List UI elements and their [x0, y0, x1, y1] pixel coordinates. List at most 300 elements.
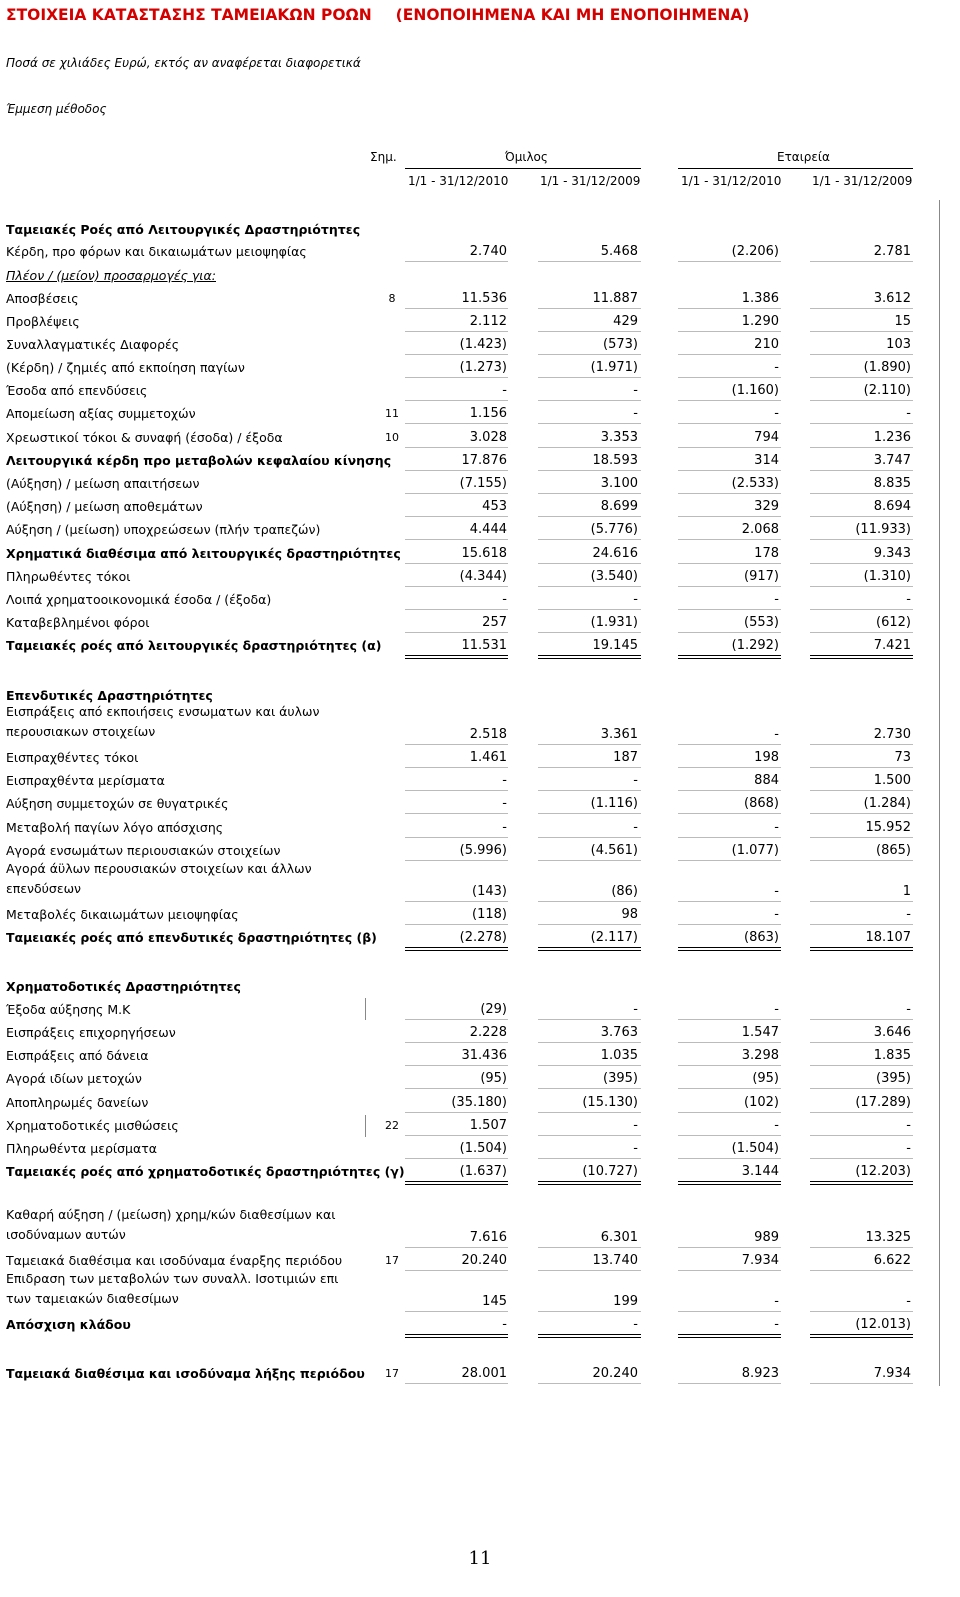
cell-underline: [405, 470, 508, 471]
cell-underline: [405, 837, 508, 838]
cell-underline: [405, 1065, 508, 1066]
note-column-header: Σημ.: [370, 150, 397, 164]
table-row: [0, 240, 960, 262]
row-value: 3.361: [600, 727, 638, 742]
cell-underline: [678, 447, 781, 448]
row-value: (395): [876, 1071, 911, 1086]
row-value: 2.730: [873, 727, 911, 742]
row-value: 314: [754, 453, 779, 468]
cell-underline: [538, 1334, 641, 1335]
cell-underline: [810, 1135, 913, 1136]
row-value: 8.835: [873, 476, 911, 491]
row-value: (15.130): [582, 1095, 638, 1110]
cell-underline: [538, 1019, 641, 1020]
total-row: [0, 634, 960, 656]
row-value: -: [633, 592, 638, 607]
row-value: (29): [480, 1002, 507, 1017]
table-row: [0, 402, 960, 424]
cell-underline: [678, 790, 781, 791]
row-label: (Αύξηση) / μείωση αποθεμάτων: [6, 499, 203, 514]
row-note-ref: 17: [385, 1254, 399, 1267]
row-label: Χρηματοδοτικές Δραστηριότητες: [6, 979, 241, 994]
row-value: 19.145: [592, 638, 638, 653]
row-value: 329: [754, 499, 779, 514]
table-row: [0, 816, 960, 838]
row-value: 2.228: [469, 1025, 507, 1040]
cell-underline: [678, 1247, 781, 1248]
row-value: 1.236: [873, 430, 911, 445]
cell-underline: [405, 632, 508, 633]
cell-underline: [810, 790, 913, 791]
table-row: [0, 792, 960, 814]
cell-underline: [405, 901, 508, 902]
table-row: [0, 356, 960, 378]
row-label: Καταβεβλημένοι φόροι: [6, 615, 150, 630]
row-note-ref: 10: [385, 431, 399, 444]
row-value: -: [633, 383, 638, 398]
cell-underline: [678, 354, 781, 355]
report-title-sub: (ΕΝΟΠΟΙΗΜΕΝΑ ΚΑΙ ΜΗ ΕΝΟΠΟΙΗΜΕΝΑ): [395, 6, 750, 24]
row-value: 187: [613, 750, 638, 765]
table-row: [0, 449, 960, 471]
row-value: (2.533): [731, 476, 779, 491]
cell-underline: [405, 790, 508, 791]
row-value: 18.107: [865, 930, 911, 945]
page-edge-line: [939, 200, 940, 1386]
row-value: (10.727): [582, 1164, 638, 1179]
row-value: (395): [603, 1071, 638, 1086]
report-title: [6, 6, 749, 24]
cell-underline: [678, 1112, 781, 1113]
row-label: Εισπράξεις από δάνεια: [6, 1048, 149, 1063]
cell-underline: [810, 539, 913, 540]
table-row: [0, 565, 960, 587]
row-value: (1.284): [863, 796, 911, 811]
company-header-rule: [678, 168, 913, 169]
cell-underline: [678, 1383, 781, 1384]
cell-underline: [678, 655, 781, 656]
row-label: Ταμειακές Ροές από Λειτουργικές Δραστηριότητες: [6, 222, 361, 237]
cell-underline: [538, 655, 641, 656]
table-row: [0, 1067, 960, 1089]
cell-underline: [538, 447, 641, 448]
cell-underline: [405, 516, 508, 517]
table-row: [0, 1114, 960, 1136]
table-row: [0, 704, 960, 745]
table-row: [0, 1044, 960, 1066]
cell-underline: [810, 493, 913, 494]
cell-underline: [405, 1088, 508, 1089]
cell-underline: [810, 400, 913, 401]
row-label: Απομείωση αξίας συμμετοχών: [6, 406, 196, 421]
row-value: -: [906, 907, 911, 922]
cell-underline: [538, 1181, 641, 1182]
table-row: [0, 287, 960, 309]
table-row: [0, 472, 960, 494]
row-label: Πληρωθέντες τόκοι: [6, 569, 131, 584]
row-value: 2.518: [469, 727, 507, 742]
total-row: [0, 926, 960, 948]
cell-underline: [538, 1042, 641, 1043]
cell-underline: [405, 1334, 508, 1335]
row-value: 3.747: [873, 453, 911, 468]
row-value: 6.622: [873, 1253, 911, 1268]
cell-underline: [810, 632, 913, 633]
row-label: Χρηματοδοτικές μισθώσεις: [6, 1118, 179, 1133]
row-value: 1.290: [741, 314, 779, 329]
row-value: 198: [754, 750, 779, 765]
row-label: (Κέρδη) / ζημιές από εκποίηση παγίων: [6, 360, 245, 375]
row-value: (5.776): [590, 522, 638, 537]
row-value: -: [774, 1317, 779, 1332]
row-value: 453: [482, 499, 507, 514]
row-value: (5.996): [459, 843, 507, 858]
table-row: [0, 998, 960, 1020]
row-value: -: [633, 820, 638, 835]
row-value: 24.616: [592, 546, 638, 561]
row-label: Προβλέψεις: [6, 314, 80, 329]
cell-underline: [538, 563, 641, 564]
cell-underline: [678, 586, 781, 587]
row-value: 3.612: [873, 291, 911, 306]
cell-underline: [678, 331, 781, 332]
row-value: (863): [744, 930, 779, 945]
cell-underline: [678, 1042, 781, 1043]
cell-underline: [810, 516, 913, 517]
row-label: Αγορά ιδίων μετοχών: [6, 1071, 142, 1086]
row-value: (4.561): [590, 843, 638, 858]
cell-underline: [405, 1158, 508, 1159]
cell-underline: [810, 586, 913, 587]
cell-underline: [678, 423, 781, 424]
cell-underline: [810, 1112, 913, 1113]
row-value: -: [502, 820, 507, 835]
row-value: 4.444: [469, 522, 507, 537]
cell-underline: [678, 837, 781, 838]
row-value: (917): [744, 569, 779, 584]
row-value: (3.540): [590, 569, 638, 584]
table-row: [0, 1137, 960, 1159]
cell-underline: [678, 609, 781, 610]
row-value: -: [633, 773, 638, 788]
cell-underline: [810, 1088, 913, 1089]
cell-underline: [405, 767, 508, 768]
cell-underline: [538, 1112, 641, 1113]
cell-underline: [678, 767, 781, 768]
cell-underline: [810, 423, 913, 424]
row-value: -: [502, 773, 507, 788]
row-label: Επιδραση των μεταβολών των συναλλ. Ισοτιμιών επι των ταμειακών διαθεσίμων: [6, 1271, 339, 1306]
row-value: 20.240: [461, 1253, 507, 1268]
row-value: (1.292): [731, 638, 779, 653]
cell-underline: [538, 331, 641, 332]
row-label: Ταμειακά διαθέσιμα και ισοδύναμα έναρξης περιόδου: [6, 1253, 343, 1268]
row-value: (1.637): [459, 1164, 507, 1179]
row-value: 7.934: [873, 1366, 911, 1381]
cell-underline: [405, 586, 508, 587]
row-label: Ταμειακές ροές από λειτουργικές δραστηριότητες (α): [6, 638, 382, 653]
table-row: [0, 769, 960, 791]
row-value: -: [906, 406, 911, 421]
row-value: -: [633, 406, 638, 421]
page-number: 11: [468, 1548, 492, 1569]
cell-underline: [538, 609, 641, 610]
cell-underline: [810, 1247, 913, 1248]
row-label: Αποσβέσεις: [6, 291, 79, 306]
cell-underline: [678, 1065, 781, 1066]
row-value: 794: [754, 430, 779, 445]
row-value: 1.500: [873, 773, 911, 788]
row-value: -: [774, 907, 779, 922]
row-label: Ταμειακές ροές από επενδυτικές δραστηριότητες (β): [6, 930, 377, 945]
cell-underline: [405, 1112, 508, 1113]
cell-underline: [678, 261, 781, 262]
row-value: -: [502, 796, 507, 811]
cell-underline: [405, 1311, 508, 1312]
cell-underline: [810, 655, 913, 656]
cell-underline: [405, 539, 508, 540]
cell-underline: [405, 1181, 508, 1182]
row-label: Αγορά ενσωμάτων περιουσιακών στοιχείων: [6, 843, 281, 858]
cell-underline: [810, 354, 913, 355]
table-row: [0, 611, 960, 633]
row-value: -: [906, 1141, 911, 1156]
row-value: -: [774, 727, 779, 742]
row-value: (102): [744, 1095, 779, 1110]
cell-underline: [678, 377, 781, 378]
row-value: 3.028: [469, 430, 507, 445]
cell-underline: [810, 901, 913, 902]
cell-underline: [810, 609, 913, 610]
row-value: 178: [754, 546, 779, 561]
row-value: 13.325: [865, 1230, 911, 1245]
cell-underline: [538, 813, 641, 814]
row-value: (17.289): [855, 1095, 911, 1110]
row-value: (865): [876, 843, 911, 858]
cell-underline: [538, 947, 641, 948]
cell-underline: [405, 563, 508, 564]
cell-underline: [678, 493, 781, 494]
cell-underline: [538, 493, 641, 494]
cell-underline: [538, 400, 641, 401]
row-value: 199: [613, 1294, 638, 1309]
row-label: Έσοδα από επενδύσεις: [6, 383, 148, 398]
row-value: -: [502, 592, 507, 607]
row-value: -: [774, 1002, 779, 1017]
row-value: (1.931): [590, 615, 638, 630]
table-row: [0, 746, 960, 768]
cell-underline: [405, 947, 508, 948]
row-value: -: [774, 884, 779, 899]
table-row: [0, 518, 960, 540]
table-row: [0, 264, 960, 286]
cell-underline: [405, 609, 508, 610]
row-label: Πληρωθέντα μερίσματα: [6, 1141, 158, 1156]
row-value: 1.035: [600, 1048, 638, 1063]
cell-underline: [538, 1158, 641, 1159]
cell-underline: [678, 470, 781, 471]
row-value: -: [633, 1002, 638, 1017]
row-value: (2.117): [590, 930, 638, 945]
period-header-company-2009: 1/1 - 31/12/2009: [812, 174, 913, 188]
table-row: [0, 542, 960, 564]
cell-underline: [405, 655, 508, 656]
cell-underline: [810, 1181, 913, 1182]
row-value: 7.616: [469, 1230, 507, 1245]
cell-underline: [810, 1158, 913, 1159]
cell-underline: [810, 1019, 913, 1020]
row-value: (573): [603, 337, 638, 352]
row-value: (2.206): [731, 244, 779, 259]
period-header-company-2010: 1/1 - 31/12/2010: [681, 174, 782, 188]
row-value: 429: [613, 314, 638, 329]
row-value: (1.504): [459, 1141, 507, 1156]
row-value: 3.763: [600, 1025, 638, 1040]
row-value: 257: [482, 615, 507, 630]
row-value: 1.386: [741, 291, 779, 306]
cell-underline: [810, 470, 913, 471]
row-value: -: [906, 592, 911, 607]
period-header-group-2009: 1/1 - 31/12/2009: [540, 174, 641, 188]
cell-underline: [405, 1135, 508, 1136]
row-label: Εισπραχθέντες τόκοι: [6, 750, 139, 765]
row-label: Μεταβολές δικαιωμάτων μειοψηφίας: [6, 907, 239, 922]
row-value: 28.001: [461, 1366, 507, 1381]
period-header-group-2010: 1/1 - 31/12/2010: [408, 174, 509, 188]
cell-underline: [538, 470, 641, 471]
row-value: (143): [472, 884, 507, 899]
row-value: (2.110): [863, 383, 911, 398]
row-label: Αύξηση / (μείωση) υποχρεώσεων (πλήν τραπεζών): [6, 522, 321, 537]
cell-underline: [810, 813, 913, 814]
cell-underline: [538, 516, 641, 517]
cell-underline: [810, 563, 913, 564]
cell-underline: [538, 1311, 641, 1312]
cell-underline: [538, 790, 641, 791]
row-value: (1.310): [863, 569, 911, 584]
row-value: (553): [744, 615, 779, 630]
row-label: Εισπραχθέντα μερίσματα: [6, 773, 165, 788]
row-value: (2.278): [459, 930, 507, 945]
cell-underline: [405, 1247, 508, 1248]
row-value: (12.013): [855, 1317, 911, 1332]
cell-underline: [538, 1383, 641, 1384]
row-value: (35.180): [451, 1095, 507, 1110]
cell-underline: [810, 377, 913, 378]
row-value: -: [633, 1118, 638, 1133]
row-value: 145: [482, 1294, 507, 1309]
row-value: 2.740: [469, 244, 507, 259]
row-value: -: [502, 1317, 507, 1332]
cell-underline: [678, 1334, 781, 1335]
row-value: (868): [744, 796, 779, 811]
row-value: 15.618: [461, 546, 507, 561]
row-value: 7.421: [873, 638, 911, 653]
row-value: (12.203): [855, 1164, 911, 1179]
row-value: 103: [886, 337, 911, 352]
cell-underline: [810, 947, 913, 948]
row-value: -: [906, 1002, 911, 1017]
row-value: 8.699: [600, 499, 638, 514]
row-value: 17.876: [461, 453, 507, 468]
cell-underline: [678, 308, 781, 309]
row-label: Απόσχιση κλάδου: [6, 1317, 131, 1332]
row-value: 11.536: [461, 291, 507, 306]
cell-underline: [405, 377, 508, 378]
row-value: 8.923: [741, 1366, 779, 1381]
row-value: 6.301: [600, 1230, 638, 1245]
cell-underline: [405, 400, 508, 401]
cell-underline: [810, 1383, 913, 1384]
row-value: -: [774, 820, 779, 835]
table-row: [0, 1270, 960, 1312]
row-label: Πλέον / (μείον) προσαρμογές για:: [6, 268, 216, 283]
row-value: 13.740: [592, 1253, 638, 1268]
cell-underline: [405, 1042, 508, 1043]
cell-underline: [405, 354, 508, 355]
row-value: (86): [611, 884, 638, 899]
row-value: 18.593: [592, 453, 638, 468]
total-row: [0, 1313, 960, 1335]
cell-underline: [538, 539, 641, 540]
table-row: [0, 333, 960, 355]
row-value: -: [633, 1317, 638, 1332]
cell-underline: [678, 539, 781, 540]
table-row: [0, 1362, 960, 1384]
row-value: 1.547: [741, 1025, 779, 1040]
row-value: 1.156: [469, 406, 507, 421]
row-label: Κέρδη, προ φόρων και δικαιωμάτων μειοψηφίας: [6, 244, 307, 259]
cell-underline: [678, 1158, 781, 1159]
row-value: 1: [902, 884, 911, 899]
cell-underline: [678, 813, 781, 814]
cell-underline: [538, 1065, 641, 1066]
row-label: Έξοδα αύξησης Μ.Κ: [6, 1002, 131, 1017]
table-row: [0, 379, 960, 401]
row-value: 9.343: [873, 546, 911, 561]
row-value: 98: [621, 907, 638, 922]
row-value: 1.835: [873, 1048, 911, 1063]
row-value: -: [502, 383, 507, 398]
row-label: Εισπράξεις επιχορηγήσεων: [6, 1025, 176, 1040]
cell-underline: [405, 261, 508, 262]
cell-underline: [810, 924, 913, 925]
row-value: (7.155): [459, 476, 507, 491]
cell-underline: [405, 493, 508, 494]
row-value: 3.353: [600, 430, 638, 445]
cell-underline: [810, 1311, 913, 1312]
row-value: 7.934: [741, 1253, 779, 1268]
cell-underline: [810, 261, 913, 262]
row-label: Συναλλαγματικές Διαφορές: [6, 337, 180, 352]
cell-underline: [810, 331, 913, 332]
row-value: 73: [894, 750, 911, 765]
cell-underline: [538, 901, 641, 902]
row-label: Αποπληρωμές δανείων: [6, 1095, 149, 1110]
row-value: 3.646: [873, 1025, 911, 1040]
cell-underline: [678, 1019, 781, 1020]
table-row: [0, 426, 960, 448]
table-row: [0, 839, 960, 861]
row-value: -: [906, 1294, 911, 1309]
method-label: Έμμεση μέθοδος: [6, 102, 107, 116]
cell-underline: [538, 1247, 641, 1248]
cell-underline: [405, 1383, 508, 1384]
table-row: [0, 1249, 960, 1271]
group-column-header: Όμιλος: [505, 150, 548, 164]
row-value: 11.887: [592, 291, 638, 306]
cell-underline: [678, 1181, 781, 1182]
